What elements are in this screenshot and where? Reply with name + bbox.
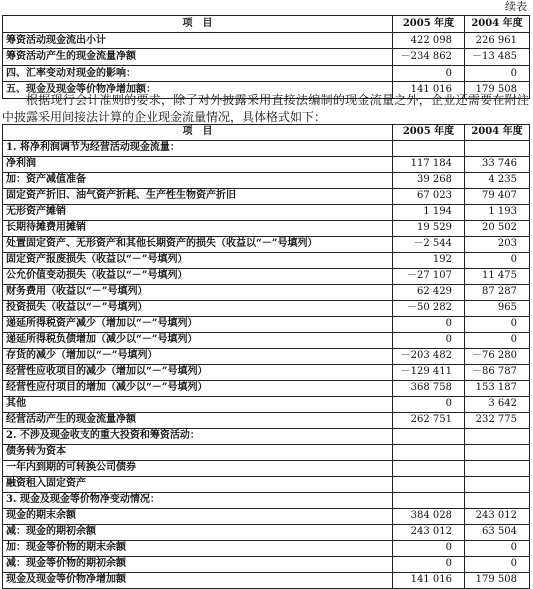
table-row [3,189,530,205]
value-2004: 232 775 [465,413,530,429]
row-label: 五、现金及现金等价物净增加额： [3,82,393,99]
value-2005: －27 107 [393,269,465,285]
row-label: 减：现金等价物的期初余额 [3,557,393,573]
explanatory-paragraph [2,92,529,126]
row-label: 债务转为资本 [3,445,393,461]
table-header-row [3,125,530,141]
value-2004: －86 787 [465,365,530,381]
row-label: 经营性应收项目的减少（增加以“－”号填列） [3,365,393,381]
value-2005 [393,477,465,493]
value-2005: 39 268 [393,173,465,189]
value-2005 [393,429,465,445]
row-label: 筹资活动产生的现金流量净额 [3,49,393,66]
value-2005: 384 028 [393,509,465,525]
row-label: 3. 现金及现金等价物净变动情况： [3,493,393,509]
table-row [3,461,530,477]
table-header-row [3,16,530,33]
table-row [3,205,530,221]
value-2004: 3 642 [465,397,530,413]
table-row [3,413,530,429]
value-2005: 141 016 [393,82,465,99]
value-2004: 243 012 [465,509,530,525]
table-row [3,381,530,397]
cash-flow-table-continued [2,15,530,99]
table-row [3,237,530,253]
value-2005: 243 012 [393,525,465,541]
value-2005: 192 [393,253,465,269]
row-label: 投资损失（收益以“－”号填列） [3,301,393,317]
value-2004: 153 187 [465,381,530,397]
value-2004 [465,493,530,509]
row-label: 其他 [3,397,393,413]
table-row [3,301,530,317]
table-row [3,285,530,301]
table-row [3,65,530,82]
value-2004: 4 235 [465,173,530,189]
header-item: 项 目 [3,125,393,141]
table-row [3,509,530,525]
row-label: 固定资产折旧、油气资产折耗、生产性生物资产折旧 [3,189,393,205]
value-2004: 0 [465,557,530,573]
value-2004: 20 502 [465,221,530,237]
row-label: 递延所得税负债增加（减少以“－”号填列） [3,333,393,349]
value-2005: 141 016 [393,573,465,589]
table-row [3,557,530,573]
row-label: 加：现金等价物的期末余额 [3,541,393,557]
table-row [3,221,530,237]
row-label: 现金的期末余额 [3,509,393,525]
row-label: 无形资产摊销 [3,205,393,221]
value-2005: 62 429 [393,285,465,301]
value-2005: 19 529 [393,221,465,237]
table-row [3,525,530,541]
table-row [3,317,530,333]
value-2004: 63 504 [465,525,530,541]
value-2005: 422 098 [393,32,465,49]
value-2005: 117 184 [393,157,465,173]
row-label: 加：资产减值准备 [3,173,393,189]
value-2005 [393,493,465,509]
row-label: 2. 不涉及现金收支的重大投资和筹资活动： [3,429,393,445]
value-2004 [465,461,530,477]
value-2005 [393,461,465,477]
value-2004: 179 508 [465,82,530,99]
paragraph-text: 根据现行会计准则的要求，除了对外披露采用直接法编制的现金流量之外，企业还需要在附注中披露采用间接法计算的企业现金流量情况，具体格式如下： [2,93,529,124]
value-2004: 1 193 [465,205,530,221]
value-2004: 33 746 [465,157,530,173]
value-2004 [465,477,530,493]
row-label: 存货的减少（增加以“－”号填列） [3,349,393,365]
table-row [3,477,530,493]
value-2004: 0 [465,333,530,349]
table-row [3,365,530,381]
value-2004 [465,429,530,445]
row-label: 经营活动产生的现金流量净额 [3,413,393,429]
value-2005: 67 023 [393,189,465,205]
row-label: 一年内到期的可转换公司债券 [3,461,393,477]
value-2004: 0 [465,65,530,82]
row-label: 现金及现金等价物净增加额 [3,573,393,589]
header-2005: 2005 年度 [393,16,465,33]
value-2004: 226 961 [465,32,530,49]
row-label: 四、汇率变动对现金的影响： [3,65,393,82]
table-row [3,333,530,349]
value-2004: 0 [465,541,530,557]
table-row [3,397,530,413]
value-2005: 0 [393,397,465,413]
row-label: 财务费用（收益以“－”号填列） [3,285,393,301]
table-row [3,253,530,269]
value-2005: －203 482 [393,349,465,365]
header-2004: 2004 年度 [465,16,530,33]
value-2004: 11 475 [465,269,530,285]
header-item: 项 目 [3,16,393,33]
value-2005: －2 544 [393,237,465,253]
value-2005: 1 194 [393,205,465,221]
value-2004: 79 407 [465,189,530,205]
value-2005 [393,141,465,157]
table-row [3,349,530,365]
table-row [3,157,530,173]
row-label: 减：现金的期初余额 [3,525,393,541]
row-label: 净利润 [3,157,393,173]
value-2004: －76 280 [465,349,530,365]
value-2005: －129 411 [393,365,465,381]
value-2004: 0 [465,253,530,269]
table-row [3,269,530,285]
value-2004: 87 287 [465,285,530,301]
value-2005: 0 [393,317,465,333]
value-2005: 0 [393,541,465,557]
value-2004 [465,141,530,157]
value-2004: 179 508 [465,573,530,589]
indirect-method-table [2,124,530,589]
table-row [3,445,530,461]
table-row [3,429,530,445]
value-2004: 0 [465,317,530,333]
row-label: 处置固定资产、无形资产和其他长期资产的损失（收益以“－”号填列） [3,237,393,253]
value-2005: 0 [393,557,465,573]
value-2004: 965 [465,301,530,317]
table-row [3,493,530,509]
table-row [3,173,530,189]
row-label: 融资租入固定资产 [3,477,393,493]
value-2004: 203 [465,237,530,253]
value-2005: －234 862 [393,49,465,66]
value-2005 [393,445,465,461]
continued-label: 续表 [505,0,527,13]
row-label: 公允价值变动损失（收益以“－”号填列） [3,269,393,285]
value-2004 [465,445,530,461]
row-label: 筹资活动现金流出小计 [3,32,393,49]
table-row [3,49,530,66]
header-2004: 2004 年度 [465,125,530,141]
row-label: 长期待摊费用摊销 [3,221,393,237]
table-row [3,573,530,589]
table-row [3,141,530,157]
table-row [3,32,530,49]
row-label: 经营性应付项目的增加（减少以“－”号填列） [3,381,393,397]
value-2005: －50 282 [393,301,465,317]
header-2005: 2005 年度 [393,125,465,141]
row-label: 递延所得税资产减少（增加以“－”号填列） [3,317,393,333]
row-label: 固定资产报废损失（收益以“－”号填列） [3,253,393,269]
value-2005: 0 [393,65,465,82]
value-2005: 0 [393,333,465,349]
value-2004: －13 485 [465,49,530,66]
table-row [3,541,530,557]
value-2005: 262 751 [393,413,465,429]
row-label: 1. 将净利润调节为经营活动现金流量： [3,141,393,157]
value-2005: 368 758 [393,381,465,397]
